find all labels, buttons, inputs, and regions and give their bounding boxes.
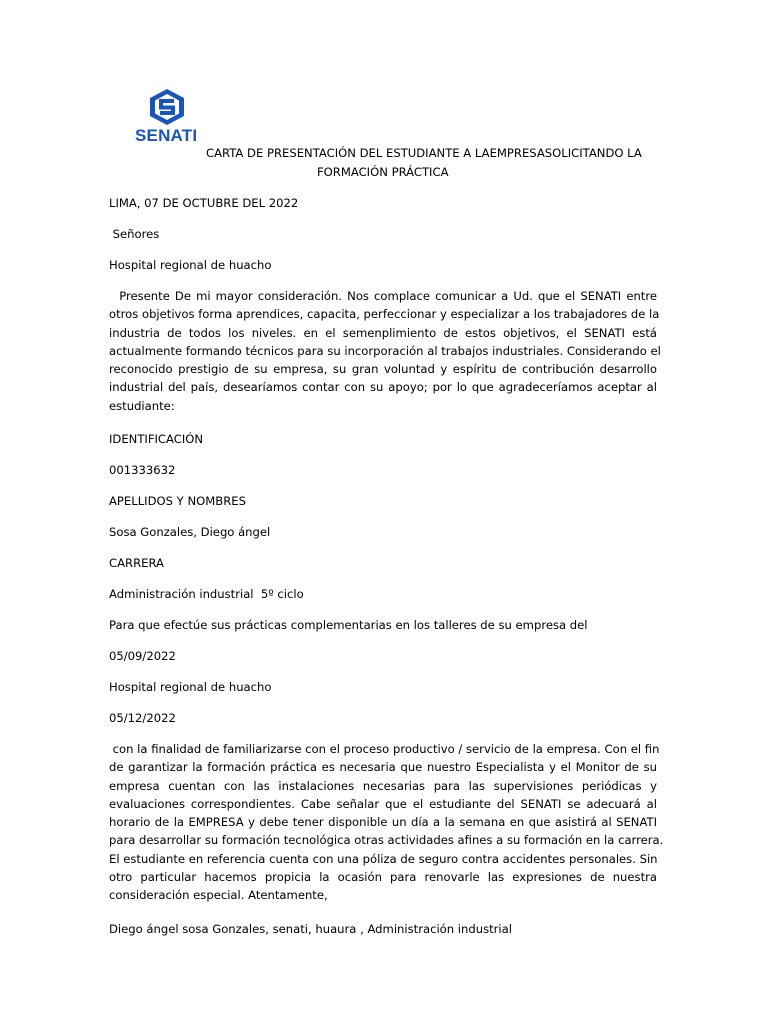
intro-line: otros objetivos forma aprendices, capacita, perfeccionar y especializar a los trabajadores de la (109, 307, 660, 322)
closing-line: El estudiante en referencia cuenta con una póliza de seguro contra accidentes personales. Sin (109, 851, 658, 866)
closing-line: horario de la EMPRESA y debe tener disponible un día a la semana en que asistirá al SENATI (109, 815, 657, 830)
end-date: 05/12/2022 (109, 711, 176, 725)
senati-logo-icon (147, 88, 187, 126)
intro-line: reconocido prestigio de su empresa, su gran voluntad y espíritu de contribución desarrollo (109, 362, 657, 377)
intro-line: Presente De mi mayor consideración. Nos complace comunicar a Ud. que el SENATI entre (109, 289, 657, 303)
closing-paragraph (109, 740, 664, 905)
title-line-1: CARTA DE PRESENTACIÓN DEL ESTUDIANTE A LAEMPRESASOLICITANDO LA (206, 146, 642, 160)
recipient-name: Hospital regional de huacho (109, 258, 272, 272)
identificacion-value: 001333632 (109, 463, 176, 477)
closing-line: consideración especial. Atentamente, (109, 888, 328, 903)
closing-line: de garantizar la formación práctica es necesaria que nuestro Especialista y el Monitor de su (109, 760, 657, 775)
signature-line: Diego ángel sosa Gonzales, senati, huaura , Administración industrial (109, 922, 512, 936)
identificacion-label: IDENTIFICACIÓN (109, 432, 204, 446)
intro-line: industrial del país, desearíamos contar con su apoyo; por lo que agradeceríamos aceptar al (109, 380, 657, 395)
closing-line: empresa cuentan con las instalaciones necesarias para las supervisiones periódicas y (109, 778, 657, 793)
intro-line: industria de todos los niveles. en el semenplimiento de estos objetivos, el SENATI está (109, 325, 657, 340)
salutation: Señores (109, 227, 160, 241)
apellidos-value: Sosa Gonzales, Diego ángel (109, 525, 271, 539)
closing-line: otro particular hacemos propicia la ocasión para renovarle las expresiones de nuestra (109, 870, 657, 885)
date-line: LIMA, 07 DE OCTUBRE DEL 2022 (109, 196, 299, 210)
closing-line: para desarrollar su formación tecnológica otras actividades afines a su formación en la carrera. (109, 833, 664, 848)
senati-logo (131, 88, 203, 150)
intro-paragraph (109, 287, 661, 415)
title-line-2: FORMACIÓN PRÁCTICA (317, 165, 449, 179)
start-date: 05/09/2022 (109, 649, 176, 663)
closing-line: evaluaciones correspondientes. Cabe señalar que el estudiante del SENATI se adecuará al (109, 796, 657, 811)
practice-place: Hospital regional de huacho (109, 680, 272, 694)
closing-line: con la finalidad de familiarizarse con el proceso productivo / servicio de la empresa. Con el fin (109, 742, 660, 756)
practice-line: Para que efectúe sus prácticas complementarias en los talleres de su empresa del (109, 618, 588, 632)
carrera-value: Administración industrial 5º ciclo (109, 587, 304, 601)
letter-title (206, 144, 646, 182)
apellidos-label: APELLIDOS Y NOMBRES (109, 494, 246, 508)
intro-line: actualmente formando técnicos para su incorporación al trabajos industriales. Considerando el (109, 343, 661, 358)
intro-line: estudiante: (109, 398, 175, 413)
senati-logo-text: SENATI (135, 126, 198, 145)
carrera-label: CARRERA (109, 556, 164, 570)
